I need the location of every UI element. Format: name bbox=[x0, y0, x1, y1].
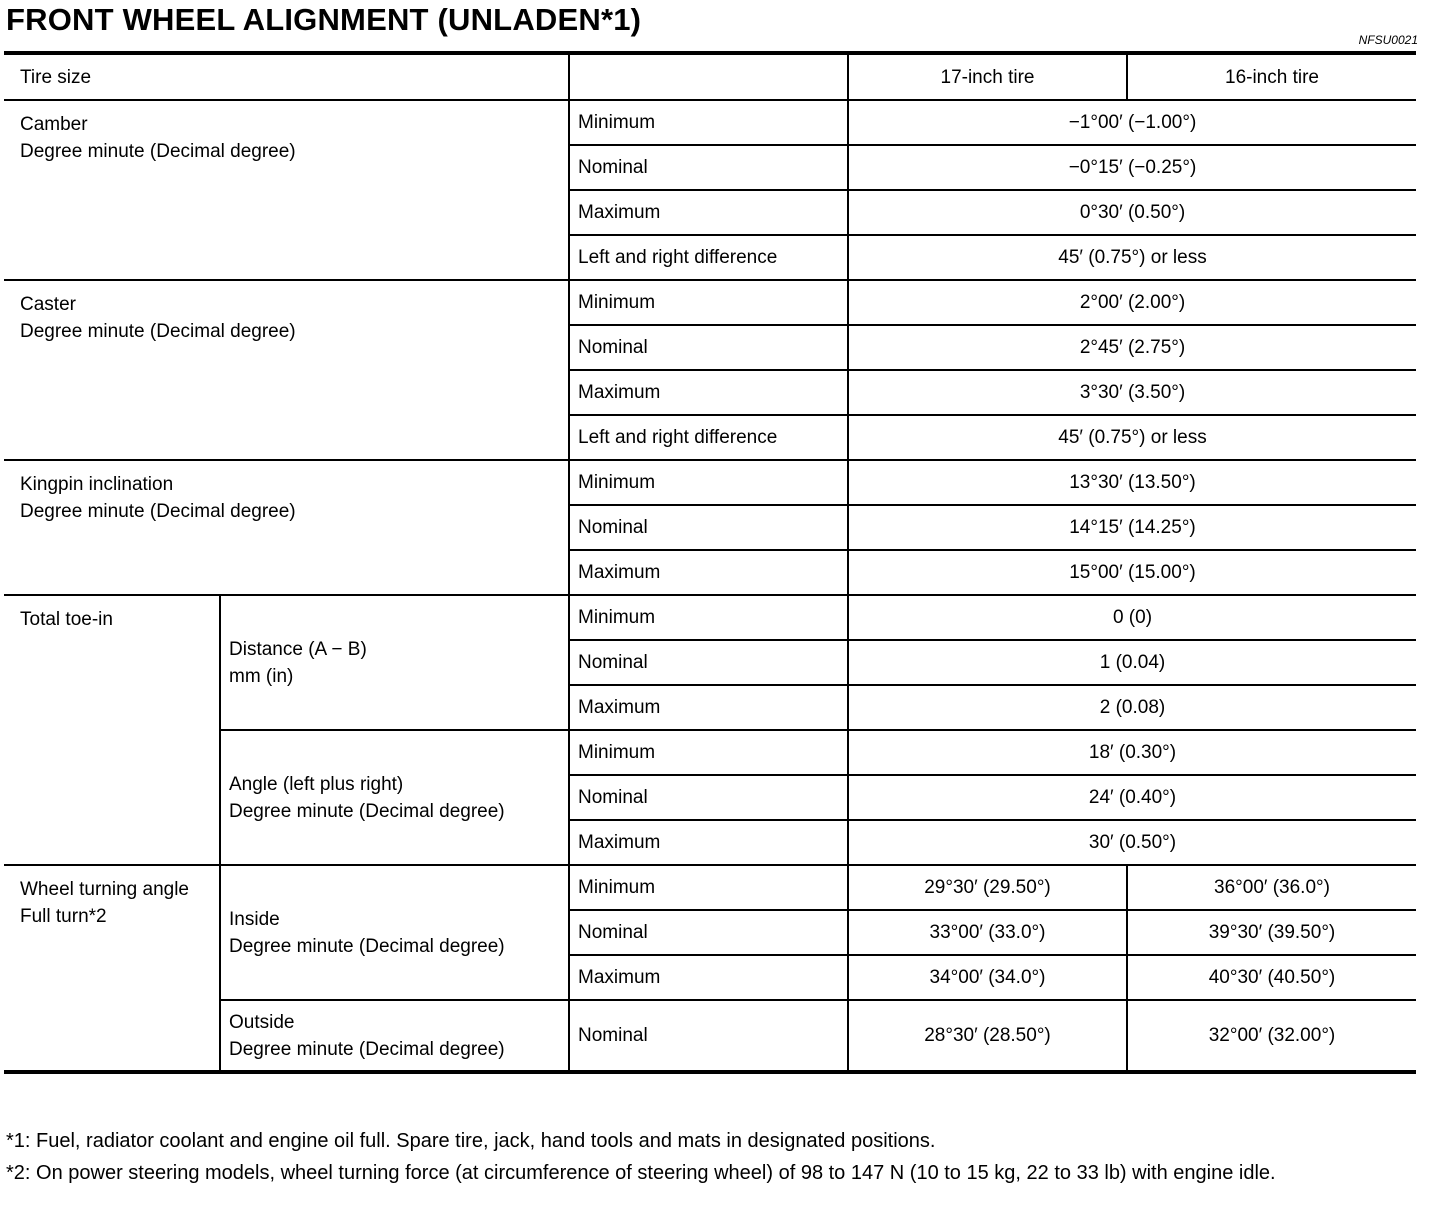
row-label: Maximum bbox=[569, 370, 848, 415]
table-row bbox=[4, 595, 1416, 640]
table-row bbox=[4, 460, 1416, 505]
toe-angle-label: Angle (left plus right) Degree minute (Decimal degree) bbox=[220, 730, 569, 865]
turning-outside-label: Outside Degree minute (Decimal degree) bbox=[220, 1000, 569, 1072]
row-label: Minimum bbox=[569, 100, 848, 145]
row-value: −1°00′ (−1.00°) bbox=[848, 100, 1416, 145]
toe-in-label: Total toe-in bbox=[4, 595, 220, 865]
row-value: −0°15′ (−0.25°) bbox=[848, 145, 1416, 190]
table-row bbox=[4, 280, 1416, 325]
row-label: Maximum bbox=[569, 550, 848, 595]
row-value: 0 (0) bbox=[848, 595, 1416, 640]
row-label: Nominal bbox=[569, 775, 848, 820]
row-value-16: 36°00′ (36.0°) bbox=[1127, 865, 1416, 910]
row-label: Minimum bbox=[569, 280, 848, 325]
row-label: Maximum bbox=[569, 820, 848, 865]
row-label: Maximum bbox=[569, 190, 848, 235]
row-value-17: 28°30′ (28.50°) bbox=[848, 1000, 1127, 1072]
header-17-inch: 17-inch tire bbox=[848, 53, 1127, 100]
row-value: 18′ (0.30°) bbox=[848, 730, 1416, 775]
row-label: Maximum bbox=[569, 685, 848, 730]
row-value: 45′ (0.75°) or less bbox=[848, 235, 1416, 280]
row-label: Maximum bbox=[569, 955, 848, 1000]
row-value-17: 29°30′ (29.50°) bbox=[848, 865, 1127, 910]
alignment-spec-table bbox=[4, 51, 1416, 1074]
footnote-1: *1: Fuel, radiator coolant and engine oil full. Spare tire, jack, hand tools and mats in designated positions. bbox=[6, 1130, 936, 1152]
row-value-17: 34°00′ (34.0°) bbox=[848, 955, 1127, 1000]
row-value: 30′ (0.50°) bbox=[848, 820, 1416, 865]
row-label: Nominal bbox=[569, 640, 848, 685]
row-value: 2°45′ (2.75°) bbox=[848, 325, 1416, 370]
header-row bbox=[4, 53, 1416, 100]
turning-inside-label: Inside Degree minute (Decimal degree) bbox=[220, 865, 569, 1000]
row-value: 2 (0.08) bbox=[848, 685, 1416, 730]
caster-label: Caster Degree minute (Decimal degree) bbox=[4, 280, 569, 460]
row-value: 14°15′ (14.25°) bbox=[848, 505, 1416, 550]
row-label: Left and right difference bbox=[569, 235, 848, 280]
row-value-17: 33°00′ (33.0°) bbox=[848, 910, 1127, 955]
row-value: 1 (0.04) bbox=[848, 640, 1416, 685]
row-label: Minimum bbox=[569, 595, 848, 640]
row-label: Left and right difference bbox=[569, 415, 848, 460]
row-value: 3°30′ (3.50°) bbox=[848, 370, 1416, 415]
row-label: Minimum bbox=[569, 460, 848, 505]
page-title: FRONT WHEEL ALIGNMENT (UNLADEN*1) bbox=[6, 2, 642, 37]
row-label: Nominal bbox=[569, 505, 848, 550]
table-row bbox=[4, 865, 1416, 910]
table-row bbox=[4, 100, 1416, 145]
row-value: 45′ (0.75°) or less bbox=[848, 415, 1416, 460]
document-code: NFSU0021 bbox=[1358, 33, 1418, 47]
row-value: 0°30′ (0.50°) bbox=[848, 190, 1416, 235]
row-value: 2°00′ (2.00°) bbox=[848, 280, 1416, 325]
row-label: Nominal bbox=[569, 1000, 848, 1072]
row-value: 13°30′ (13.50°) bbox=[848, 460, 1416, 505]
row-label: Minimum bbox=[569, 865, 848, 910]
header-blank bbox=[569, 53, 848, 100]
row-label: Nominal bbox=[569, 145, 848, 190]
row-value-16: 32°00′ (32.00°) bbox=[1127, 1000, 1416, 1072]
header-16-inch: 16-inch tire bbox=[1127, 53, 1416, 100]
header-tire-size: Tire size bbox=[4, 53, 569, 100]
toe-distance-label: Distance (A − B) mm (in) bbox=[220, 595, 569, 730]
row-label: Minimum bbox=[569, 730, 848, 775]
row-value-16: 40°30′ (40.50°) bbox=[1127, 955, 1416, 1000]
row-label: Nominal bbox=[569, 325, 848, 370]
turning-angle-label: Wheel turning angle Full turn*2 bbox=[4, 865, 220, 1072]
row-value-16: 39°30′ (39.50°) bbox=[1127, 910, 1416, 955]
row-value: 24′ (0.40°) bbox=[848, 775, 1416, 820]
footnote-2: *2: On power steering models, wheel turning force (at circumference of steering wheel) of 98 to 147 N (10 to 15 kg, 22 to 33 lb) with engine idle. bbox=[6, 1162, 1276, 1184]
camber-label: Camber Degree minute (Decimal degree) bbox=[4, 100, 569, 280]
row-label: Nominal bbox=[569, 910, 848, 955]
row-value: 15°00′ (15.00°) bbox=[848, 550, 1416, 595]
kingpin-label: Kingpin inclination Degree minute (Decimal degree) bbox=[4, 460, 569, 595]
